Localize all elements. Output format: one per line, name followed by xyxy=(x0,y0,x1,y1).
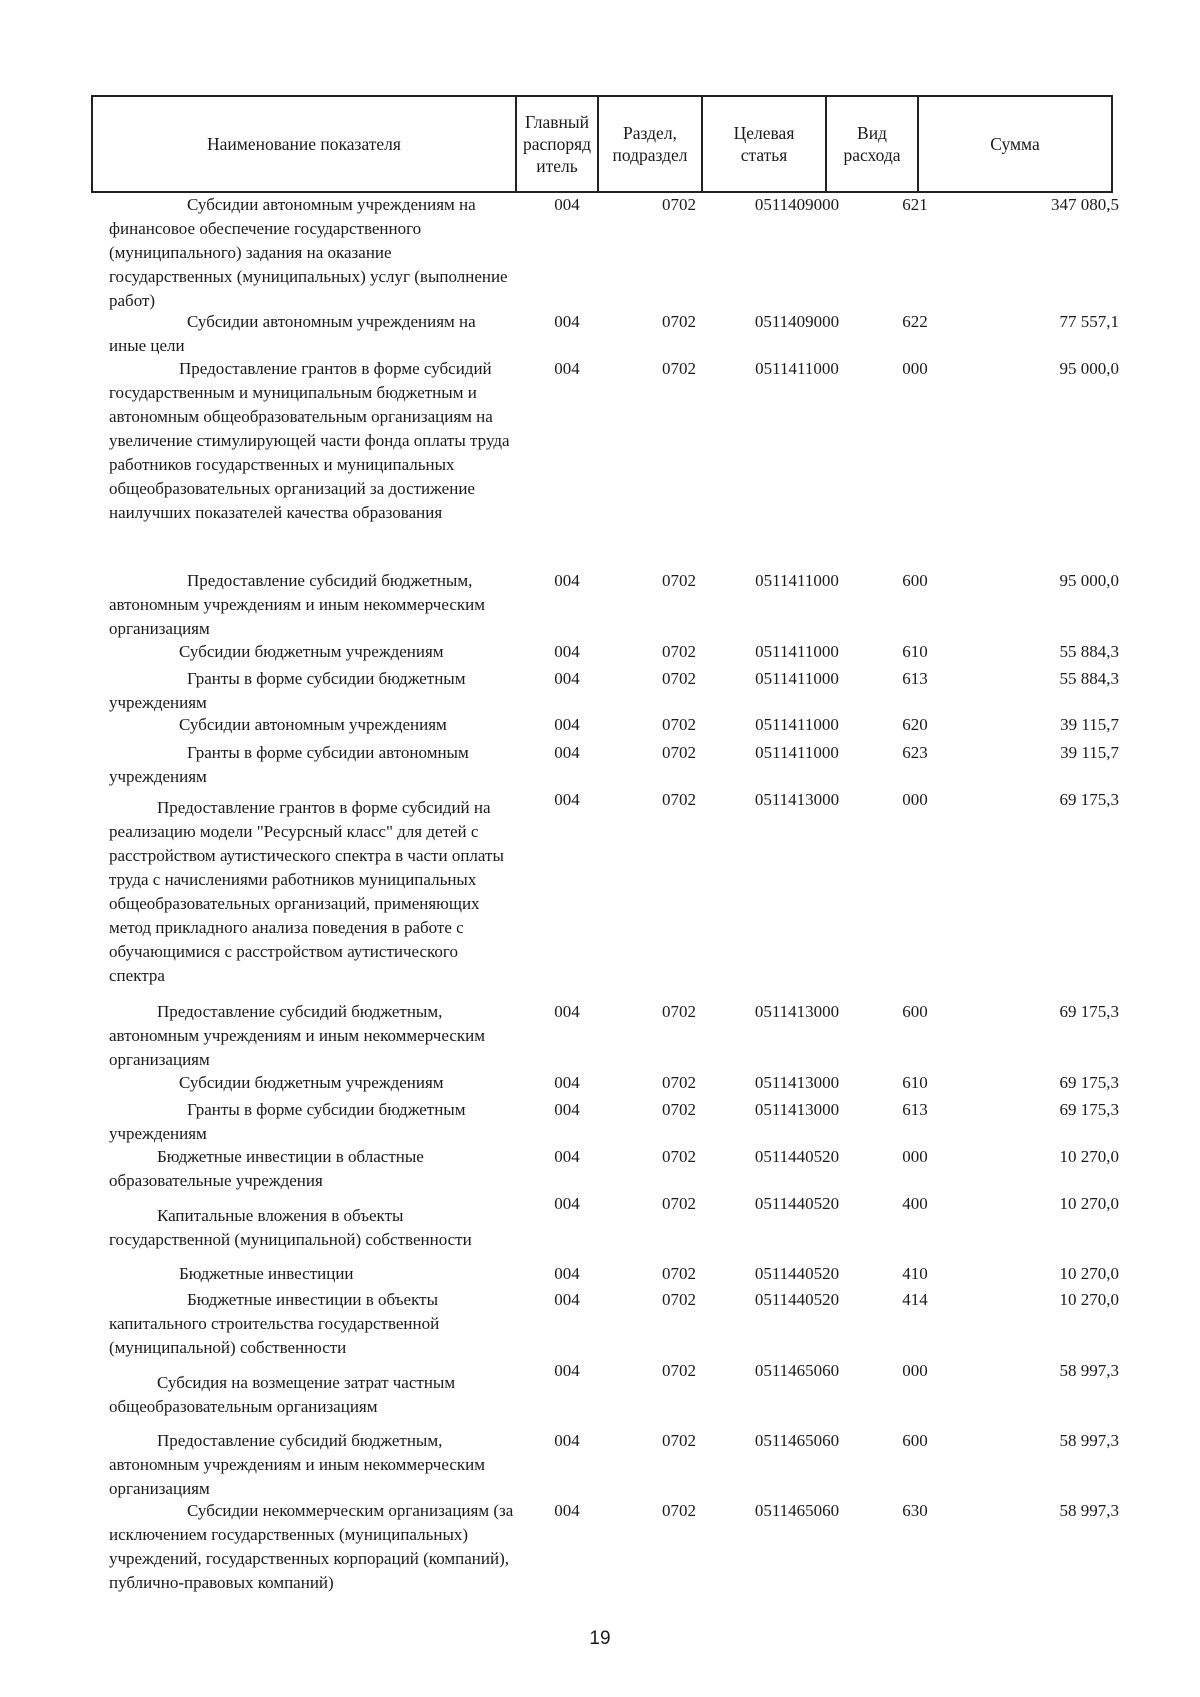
row-name: Бюджетные инвестиции в объекты капитального строительства государственной (муниципальной) собственности xyxy=(109,1290,440,1357)
row-name: Субсидии бюджетным учреждениям xyxy=(179,642,444,661)
row-vid: 600 xyxy=(902,571,928,590)
row-vid: 400 xyxy=(902,1194,928,1213)
header-summa: Сумма xyxy=(918,96,1112,192)
table-row xyxy=(109,569,1119,640)
row-celevaya: 0511413000 xyxy=(754,1002,840,1021)
row-celevaya: 0511409000 xyxy=(754,312,840,331)
row-celevaya: 0511465060 xyxy=(754,1361,840,1380)
row-glavny: 004 xyxy=(554,1290,580,1309)
row-summa: 39 115,7 xyxy=(1060,743,1119,762)
row-summa: 347 080,5 xyxy=(1051,195,1119,214)
table-row xyxy=(109,1288,1119,1359)
header-glavny: Главный распоряд итель xyxy=(516,96,598,192)
row-celevaya: 0511465060 xyxy=(754,1501,840,1520)
row-celevaya: 0511440520 xyxy=(754,1194,840,1213)
row-name: Гранты в форме субсидии автономным учреждениям xyxy=(109,743,469,786)
row-vid: 630 xyxy=(902,1501,928,1520)
row-name: Субсидии автономным учреждениям xyxy=(179,715,447,734)
row-summa: 95 000,0 xyxy=(1059,571,1119,590)
table-row xyxy=(109,713,1119,741)
table-row xyxy=(109,741,1119,788)
row-summa: 69 175,3 xyxy=(1059,790,1119,809)
header-name: Наименование показателя xyxy=(92,96,516,192)
table-row xyxy=(109,310,1119,357)
row-glavny: 004 xyxy=(554,1194,580,1213)
row-razdel: 0702 xyxy=(662,1290,696,1309)
row-summa: 69 175,3 xyxy=(1059,1002,1119,1021)
row-celevaya: 0511411000 xyxy=(755,571,839,590)
row-razdel: 0702 xyxy=(662,1147,696,1166)
row-vid: 610 xyxy=(902,642,928,661)
row-glavny: 004 xyxy=(554,1361,580,1380)
row-name: Капитальные вложения в объекты государственной (муниципальной) собственности xyxy=(109,1206,472,1249)
row-vid: 620 xyxy=(902,715,928,734)
row-celevaya: 0511440520 xyxy=(754,1264,840,1283)
table-row xyxy=(109,1145,1119,1192)
row-razdel: 0702 xyxy=(662,790,696,809)
row-razdel: 0702 xyxy=(662,195,696,214)
header-celevaya: Целевая статья xyxy=(702,96,826,192)
row-celevaya: 0511409000 xyxy=(754,195,840,214)
row-glavny: 004 xyxy=(554,790,580,809)
row-summa: 58 997,3 xyxy=(1059,1501,1119,1520)
row-name: Предоставление грантов в форме субсидий на реализацию модели "Ресурсный класс" для детей с расстройством аутистического спектра в части оплаты труда с начислениями работников муниципальных общеобразовательных организаций, применяющих метод прикладного анализа поведения в работе с обучающимися с расстройством аутистического спектра xyxy=(109,798,504,985)
row-summa: 55 884,3 xyxy=(1059,642,1119,661)
page-number: 19 xyxy=(589,1628,611,1649)
row-summa: 69 175,3 xyxy=(1059,1100,1119,1119)
row-glavny: 004 xyxy=(554,642,580,661)
row-glavny: 004 xyxy=(554,359,580,378)
row-razdel: 0702 xyxy=(662,715,696,734)
row-summa: 58 997,3 xyxy=(1059,1361,1119,1380)
row-celevaya: 0511411000 xyxy=(755,642,839,661)
header-razdel: Раздел, подраздел xyxy=(598,96,702,192)
row-vid: 613 xyxy=(902,669,928,688)
row-name: Субсидии бюджетным учреждениям xyxy=(179,1073,444,1092)
row-razdel: 0702 xyxy=(662,1264,696,1283)
row-vid: 000 xyxy=(902,1147,928,1166)
row-name: Предоставление грантов в форме субсидий государственным и муниципальным бюджетным и автономным общеобразовательным организациям на увеличение стимулирующей части фонда оплаты труда работников государственных и муниципальных общеобразовательных организаций за достижение наилучших показателей качества образования xyxy=(109,359,510,522)
row-name: Субсидия на возмещение затрат частным общеобразовательным организациям xyxy=(109,1373,456,1416)
row-vid: 414 xyxy=(902,1290,928,1309)
table-row xyxy=(109,1499,1119,1617)
table-row xyxy=(109,1262,1119,1288)
row-celevaya: 0511465060 xyxy=(754,1431,840,1450)
row-glavny: 004 xyxy=(554,571,580,590)
row-vid: 000 xyxy=(902,359,928,378)
row-summa: 69 175,3 xyxy=(1059,1073,1119,1092)
row-name: Субсидии некоммерческим организациям (за исключением государственных (муниципальных) учреждений, государственных корпораций (компаний), публично-правовых компаний) xyxy=(109,1501,514,1592)
row-name: Предоставление субсидий бюджетным, автономным учреждениям и иным некоммерческим организациям xyxy=(109,1002,485,1069)
row-name: Предоставление субсидий бюджетным, автономным учреждениям и иным некоммерческим организациям xyxy=(109,571,485,638)
row-razdel: 0702 xyxy=(662,1194,696,1213)
row-razdel: 0702 xyxy=(662,312,696,331)
row-summa: 10 270,0 xyxy=(1059,1194,1119,1213)
row-summa: 58 997,3 xyxy=(1059,1431,1119,1450)
row-razdel: 0702 xyxy=(662,1501,696,1520)
row-razdel: 0702 xyxy=(662,1431,696,1450)
table-row xyxy=(109,788,1119,1000)
row-vid: 600 xyxy=(902,1431,928,1450)
row-razdel: 0702 xyxy=(662,1361,696,1380)
table-row xyxy=(109,1000,1119,1071)
table-row xyxy=(109,640,1119,667)
row-glavny: 004 xyxy=(554,669,580,688)
row-razdel: 0702 xyxy=(662,743,696,762)
header-vid: Вид расхода xyxy=(826,96,918,192)
row-celevaya: 0511411000 xyxy=(755,669,839,688)
row-name: Бюджетные инвестиции в областные образовательные учреждения xyxy=(109,1147,424,1190)
row-vid: 000 xyxy=(902,1361,928,1380)
row-name: Субсидии автономным учреждениям на иные цели xyxy=(109,312,476,355)
row-name: Предоставление субсидий бюджетным, автономным учреждениям и иным некоммерческим организациям xyxy=(109,1431,485,1498)
table-row xyxy=(109,1098,1119,1145)
row-glavny: 004 xyxy=(554,1264,580,1283)
row-summa: 95 000,0 xyxy=(1059,359,1119,378)
row-celevaya: 0511411000 xyxy=(755,715,839,734)
row-razdel: 0702 xyxy=(662,642,696,661)
table-row xyxy=(109,1359,1119,1429)
row-glavny: 004 xyxy=(554,1501,580,1520)
row-vid: 000 xyxy=(902,790,928,809)
row-razdel: 0702 xyxy=(662,669,696,688)
row-celevaya: 0511440520 xyxy=(754,1290,840,1309)
row-glavny: 004 xyxy=(554,1073,580,1092)
table-row xyxy=(109,1429,1119,1499)
row-vid: 621 xyxy=(902,195,928,214)
row-glavny: 004 xyxy=(554,743,580,762)
row-vid: 410 xyxy=(902,1264,928,1283)
row-summa: 77 557,1 xyxy=(1059,312,1119,331)
row-glavny: 004 xyxy=(554,1002,580,1021)
row-celevaya: 0511413000 xyxy=(754,1100,840,1119)
row-razdel: 0702 xyxy=(662,1100,696,1119)
row-name: Гранты в форме субсидии бюджетным учреждениям xyxy=(109,1100,466,1143)
row-razdel: 0702 xyxy=(662,1073,696,1092)
row-vid: 622 xyxy=(902,312,928,331)
row-vid: 610 xyxy=(902,1073,928,1092)
row-glavny: 004 xyxy=(554,1100,580,1119)
row-summa: 10 270,0 xyxy=(1059,1290,1119,1309)
table-row xyxy=(109,1071,1119,1098)
table-body xyxy=(109,193,1119,1617)
table-row xyxy=(109,1192,1119,1262)
row-summa: 10 270,0 xyxy=(1059,1147,1119,1166)
row-celevaya: 0511440520 xyxy=(754,1147,840,1166)
row-glavny: 004 xyxy=(554,195,580,214)
row-name: Гранты в форме субсидии бюджетным учреждениям xyxy=(109,669,466,712)
row-celevaya: 0511413000 xyxy=(754,790,840,809)
row-name: Бюджетные инвестиции xyxy=(179,1264,354,1283)
row-summa: 39 115,7 xyxy=(1060,715,1119,734)
row-vid: 613 xyxy=(902,1100,928,1119)
table-row xyxy=(109,193,1119,310)
table-row xyxy=(109,357,1119,569)
row-glavny: 004 xyxy=(554,312,580,331)
table-header xyxy=(91,95,1113,193)
row-celevaya: 0511413000 xyxy=(754,1073,840,1092)
row-vid: 600 xyxy=(902,1002,928,1021)
row-summa: 10 270,0 xyxy=(1059,1264,1119,1283)
row-vid: 623 xyxy=(902,743,928,762)
row-glavny: 004 xyxy=(554,1147,580,1166)
row-celevaya: 0511411000 xyxy=(755,743,839,762)
row-razdel: 0702 xyxy=(662,359,696,378)
row-glavny: 004 xyxy=(554,715,580,734)
table-row xyxy=(109,667,1119,713)
row-celevaya: 0511411000 xyxy=(755,359,839,378)
row-name: Субсидии автономным учреждениям на финансовое обеспечение государственного (муниципального) задания на оказание государственных (муниципальных) услуг (выполнение работ) xyxy=(109,195,508,310)
row-razdel: 0702 xyxy=(662,1002,696,1021)
row-glavny: 004 xyxy=(554,1431,580,1450)
row-summa: 55 884,3 xyxy=(1059,669,1119,688)
row-razdel: 0702 xyxy=(662,571,696,590)
